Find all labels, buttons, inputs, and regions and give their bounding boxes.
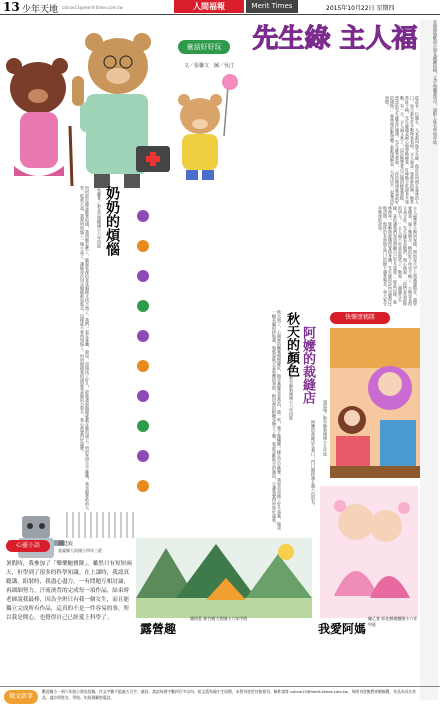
story3-body: 秋天到了，公園裡的楓葉慢慢變紅，銀杏葉變成金黃色，風一吹，葉子像蝴蝶一樣在空中跳舞。我和弟弟撿了好多落葉，做成一幅美麗的拼貼畫。媽媽說秋天是收穫的季節，稻田裡的稻穗也彎下了腰。我最喜歡秋天的顏色，它讓我覺得世界好溫柔。 xyxy=(272,310,282,530)
story-tag: 童話好好玩 xyxy=(178,40,230,54)
seamstress-painting xyxy=(330,328,420,478)
story2-title: 奶奶的煩惱 xyxy=(104,186,120,256)
right-side-column: 本版園地歡迎小朋友踴躍投稿，文字與圖畫皆可，請附上姓名學校年級。 xyxy=(420,20,438,700)
doodle-tag: 快樂塗鴉隊 xyxy=(330,312,390,324)
flower-divider xyxy=(136,200,150,520)
corner-author: 周廷宸 xyxy=(58,541,74,547)
section-title: 少年天地 xyxy=(22,5,59,15)
story4-body: 阿嬤的裁縫店在巷口，門口總掛滿五顏六色的布。 xyxy=(311,420,316,508)
story1-body-top: 從前有一位醫生，大家都叫他先生綠，他的診所開在森林的入口，每天都有許多動物來看病。主人福是一隻胖胖的熊，牠常常肚子痛，先生綠總是耐心地替牠檢查，叮嚀牠少吃甜食多運動。有一天，主人福又來了，這次牠帶著自己做的蜂蜜蛋糕，想送給先生綠當作謝禮，先生綠笑著說：「你的健康就是最好的禮物。」森林裡的動物聽了都點頭稱是，大家決定一起養成好習慣。 xyxy=(385,96,420,206)
grandma-love-painting xyxy=(320,486,418,618)
story1-body-middle: 主人福帶著小熊回家後，開始每天早上到溪邊散步，還學會種菜。過了幾個月，牠的肚子再也不痛了，小熊也長得又高又壯。先生綠看見牠們，開心地說：「你們真是最棒的病人！」主人福不好意思地笑了，牠說：「謝謝先生綠，是你讓我們知道照顧自己有多重要。」從此以後，森林裡每一隻動物都懂得愛惜身體，先生綠的診所也變得比較清閒，他終於有時間在門口的樹下讀書喝茶，和大家分享健康的故事。 xyxy=(378,206,418,306)
corner-tag: 心靈小語 xyxy=(6,540,50,552)
footer-text: 歡迎國小一到六年級小朋友投稿，作文字數不超過五百字，童詩、童話每則字數四百字以內；短文需為國小生原創，未曾刊登於其他報刊。稿件請寄 cstrue13@merit-times.com.tw，每則刊登後將寄贈稿費，作品為具名作品，請註明姓名、學校、年級與聯絡電話。 xyxy=(42,689,417,700)
brand-label: Merit Times xyxy=(246,0,298,13)
newspaper-logo: 人間福報 xyxy=(174,0,244,13)
art2-title: 我愛阿媽 xyxy=(318,622,367,636)
footer-rule xyxy=(0,686,440,687)
footer-tag: 徵文啟事 xyxy=(4,690,38,704)
story3-byline: 許嘉宸／新竹縣新埔國小六年四班 xyxy=(289,360,294,420)
page-number: 13 xyxy=(3,0,20,14)
story1-title: 先生綠 主人福 xyxy=(252,24,418,54)
story1-byline: 文／張馨文 圖／吳汀 xyxy=(184,63,235,69)
story4-byline: 張恩瑜／新竹縣新埔國小五年級 xyxy=(323,400,328,456)
story4-title: 阿嬤的裁縫店 xyxy=(300,326,315,404)
section-email[interactable]: cstrue13@merit-times.com.tw xyxy=(62,5,123,10)
art2-byline: 陳乙萱 彰化縣埔鹽國小六年甲班 xyxy=(368,616,418,627)
art1-title: 露營趣 xyxy=(140,622,177,636)
camping-painting xyxy=(136,538,312,618)
art1-byline: 謝琦蓉 新竹縣大智國小六年甲班 xyxy=(190,616,248,621)
corner-text: 暑假時，我參加了「樂樂鮑寶隊」，雖然只有短短兩天，但學到了很多的科學知識。在上課時，我認真聽講、組裝時，我盡心盡力，一有問題互相討論，再細細努力，汗流浹背的完成每一項作品，結束時老師說我最棒，因為全班只有我一個女生，而且能獨立完成所有作品，這真的不是一件容易的事，所以我是開心，也覺得自己已經愛上科學了。 xyxy=(6,561,132,621)
story3-title: 秋天的顏色 xyxy=(284,312,299,377)
issue-date: 2015年10月22日 星期四 xyxy=(326,5,395,12)
robot-illustration xyxy=(6,512,66,560)
story2-body: 奶奶最近總是皺著眉頭，我問她怎麼了，她說家裡的老花眼鏡又找不到了。我們一起在客廳、廚房、房間找了好久，最後發現眼鏡就戴在她的頭上！奶奶笑得合不攏嘴，我也跟著哈哈大笑。從那天起，我幫奶奶做了一個小盒子，讓她每次用完眼鏡都放進去，這樣就不會再煩惱了。奶奶摸摸我的頭說我是她的小幫手，我心裡覺得好溫暖。 xyxy=(80,186,90,510)
gear-pattern xyxy=(66,512,134,538)
corner-school: 嘉義縣大同國小四年三班 xyxy=(58,548,102,553)
story2-byline: 吳蕙菁／新北市積穗國小六年四班 xyxy=(97,188,102,248)
